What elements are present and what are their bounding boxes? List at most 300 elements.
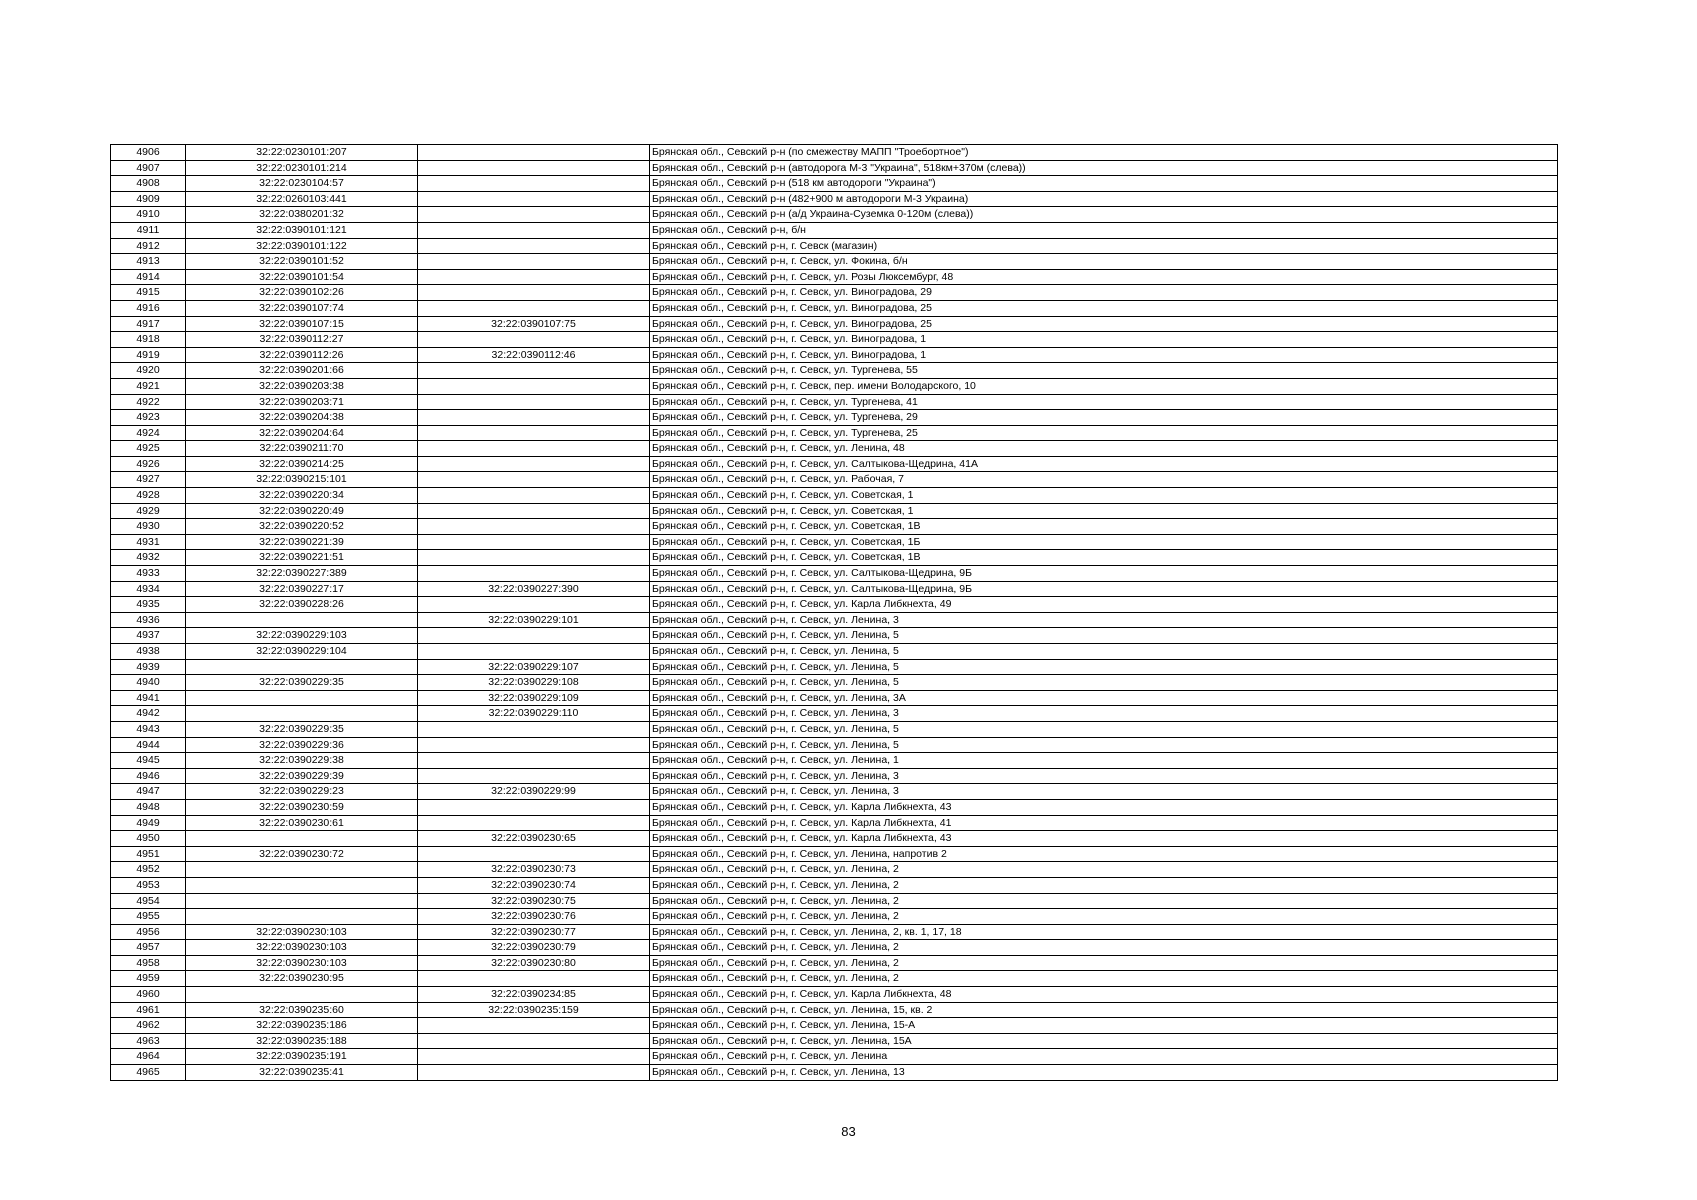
table-row [111,1065,1558,1081]
cadastral-number-cell [186,893,418,909]
table-row [111,378,1558,394]
cadastral-number-cell: 32:22:0390229:104 [186,644,418,660]
related-cadastral-number-cell: 32:22:0390229:110 [418,706,650,722]
table-row [111,269,1558,285]
cadastral-number-cell: 32:22:0390204:38 [186,410,418,426]
address-cell: Брянская обл., Севский р-н, г. Севск, ул. Ленина, 5 [650,644,1558,660]
table-row [111,955,1558,971]
address-cell: Брянская обл., Севский р-н, г. Севск, ул. Карла Либкнехта, 43 [650,799,1558,815]
table-row [111,846,1558,862]
row-number-cell: 4926 [111,456,186,472]
address-cell: Брянская обл., Севский р-н, б/н [650,222,1558,238]
table-row [111,784,1558,800]
row-number-cell: 4936 [111,612,186,628]
table-row [111,597,1558,613]
cadastral-number-cell: 32:22:0390220:49 [186,503,418,519]
row-number-cell: 4909 [111,191,186,207]
related-cadastral-number-cell [418,1033,650,1049]
table-row [111,503,1558,519]
row-number-cell: 4935 [111,597,186,613]
related-cadastral-number-cell: 32:22:0390230:65 [418,831,650,847]
table-row [111,145,1558,161]
table-row [111,160,1558,176]
cadastral-number-cell: 32:22:0390215:101 [186,472,418,488]
related-cadastral-number-cell: 32:22:0390230:76 [418,909,650,925]
table-row [111,488,1558,504]
table-row [111,581,1558,597]
row-number-cell: 4924 [111,425,186,441]
related-cadastral-number-cell [418,410,650,426]
address-cell: Брянская обл., Севский р-н, г. Севск, ул. Ленина, 5 [650,737,1558,753]
related-cadastral-number-cell [418,285,650,301]
related-cadastral-number-cell [418,628,650,644]
cadastral-number-cell [186,987,418,1003]
table-row [111,222,1558,238]
address-cell: Брянская обл., Севский р-н, г. Севск, ул. Виноградова, 25 [650,300,1558,316]
related-cadastral-number-cell: 32:22:0390230:74 [418,877,650,893]
address-cell: Брянская обл., Севский р-н (а/д Украина-Суземка 0-120м (слева)) [650,207,1558,223]
cadastral-number-cell [186,909,418,925]
address-cell: Брянская обл., Севский р-н, г. Севск, ул. Салтыкова-Щедрина, 9Б [650,581,1558,597]
table-row [111,394,1558,410]
address-cell: Брянская обл., Севский р-н, г. Севск, ул. Ленина, 2 [650,893,1558,909]
table-row [111,207,1558,223]
cadastral-number-cell: 32:22:0380201:32 [186,207,418,223]
address-cell: Брянская обл., Севский р-н, г. Севск, ул. Виноградова, 1 [650,332,1558,348]
related-cadastral-number-cell: 32:22:0390229:107 [418,659,650,675]
address-cell: Брянская обл., Севский р-н, г. Севск, ул. Ленина, 5 [650,659,1558,675]
related-cadastral-number-cell [418,597,650,613]
address-cell: Брянская обл., Севский р-н, г. Севск, ул. Ленина, 15, кв. 2 [650,1002,1558,1018]
address-cell: Брянская обл., Севский р-н, г. Севск, ул. Виноградова, 29 [650,285,1558,301]
row-number-cell: 4954 [111,893,186,909]
address-cell: Брянская обл., Севский р-н, г. Севск, ул. Советская, 1В [650,550,1558,566]
row-number-cell: 4965 [111,1065,186,1081]
cadastral-number-cell [186,862,418,878]
row-number-cell: 4937 [111,628,186,644]
row-number-cell: 4950 [111,831,186,847]
cadastral-number-cell: 32:22:0230104:57 [186,176,418,192]
cadastral-number-cell: 32:22:0390220:34 [186,488,418,504]
row-number-cell: 4928 [111,488,186,504]
table-row [111,534,1558,550]
row-number-cell: 4918 [111,332,186,348]
cadastral-number-cell: 32:22:0390230:59 [186,799,418,815]
address-cell: Брянская обл., Севский р-н, г. Севск, ул. Ленина, 3А [650,690,1558,706]
address-cell: Брянская обл., Севский р-н, г. Севск, ул. Тургенева, 29 [650,410,1558,426]
table-row [111,238,1558,254]
cadastral-number-cell: 32:22:0390230:95 [186,971,418,987]
cadastral-number-cell: 32:22:0390107:15 [186,316,418,332]
cadastral-number-cell: 32:22:0390214:25 [186,456,418,472]
row-number-cell: 4906 [111,145,186,161]
table-row [111,1033,1558,1049]
cadastral-number-cell: 32:22:0390211:70 [186,441,418,457]
address-cell: Брянская обл., Севский р-н, г. Севск, ул. Советская, 1 [650,503,1558,519]
table-row [111,191,1558,207]
cadastral-number-cell: 32:22:0390230:61 [186,815,418,831]
related-cadastral-number-cell [418,721,650,737]
row-number-cell: 4963 [111,1033,186,1049]
related-cadastral-number-cell [418,1065,650,1081]
row-number-cell: 4952 [111,862,186,878]
related-cadastral-number-cell [418,503,650,519]
cadastral-number-cell: 32:22:0390201:66 [186,363,418,379]
row-number-cell: 4955 [111,909,186,925]
address-cell: Брянская обл., Севский р-н, г. Севск, ул. Ленина, 2 [650,971,1558,987]
row-number-cell: 4951 [111,846,186,862]
address-cell: Брянская обл., Севский р-н, г. Севск, ул. Советская, 1В [650,519,1558,535]
table-row [111,675,1558,691]
row-number-cell: 4941 [111,690,186,706]
row-number-cell: 4915 [111,285,186,301]
row-number-cell: 4959 [111,971,186,987]
related-cadastral-number-cell [418,753,650,769]
table-row [111,566,1558,582]
related-cadastral-number-cell: 32:22:0390230:77 [418,924,650,940]
row-number-cell: 4938 [111,644,186,660]
cadastral-number-cell: 32:22:0390235:186 [186,1018,418,1034]
address-cell: Брянская обл., Севский р-н (518 км автодороги "Украина") [650,176,1558,192]
address-cell: Брянская обл., Севский р-н, г. Севск, ул. Ленина, напротив 2 [650,846,1558,862]
address-cell: Брянская обл., Севский р-н (автодорога М-3 "Украина", 518км+370м (слева)) [650,160,1558,176]
related-cadastral-number-cell [418,472,650,488]
row-number-cell: 4960 [111,987,186,1003]
cadastral-number-cell: 32:22:0390107:74 [186,300,418,316]
address-cell: Брянская обл., Севский р-н, г. Севск, ул. Карла Либкнехта, 49 [650,597,1558,613]
table-row [111,971,1558,987]
address-cell: Брянская обл., Севский р-н, г. Севск, ул. Ленина, 3 [650,784,1558,800]
related-cadastral-number-cell: 32:22:0390230:75 [418,893,650,909]
row-number-cell: 4911 [111,222,186,238]
table-row [111,612,1558,628]
address-cell: Брянская обл., Севский р-н, г. Севск, ул. Ленина [650,1049,1558,1065]
table-row [111,285,1558,301]
cadastral-number-cell: 32:22:0390204:64 [186,425,418,441]
table-row [111,550,1558,566]
related-cadastral-number-cell [418,1049,650,1065]
related-cadastral-number-cell: 32:22:0390227:390 [418,581,650,597]
address-cell: Брянская обл., Севский р-н, г. Севск, ул. Ленина, 5 [650,721,1558,737]
related-cadastral-number-cell [418,846,650,862]
address-cell: Брянская обл., Севский р-н (по смежеству МАПП "Троебортное") [650,145,1558,161]
cadastral-number-cell [186,831,418,847]
row-number-cell: 4961 [111,1002,186,1018]
table-row [111,300,1558,316]
related-cadastral-number-cell: 32:22:0390107:75 [418,316,650,332]
table-row [111,628,1558,644]
row-number-cell: 4957 [111,940,186,956]
cadastral-number-cell: 32:22:0390101:52 [186,254,418,270]
table-row [111,799,1558,815]
table-row [111,831,1558,847]
address-cell: Брянская обл., Севский р-н, г. Севск, ул. Карла Либкнехта, 43 [650,831,1558,847]
row-number-cell: 4947 [111,784,186,800]
cadastral-number-cell: 32:22:0390203:38 [186,378,418,394]
row-number-cell: 4912 [111,238,186,254]
row-number-cell: 4933 [111,566,186,582]
related-cadastral-number-cell: 32:22:0390230:79 [418,940,650,956]
table-row [111,940,1558,956]
cadastral-number-cell: 32:22:0390229:38 [186,753,418,769]
cadastral-number-cell: 32:22:0390230:103 [186,940,418,956]
page-number: 83 [841,1124,856,1139]
cadastral-number-cell [186,706,418,722]
address-cell: Брянская обл., Севский р-н, г. Севск, ул. Ленина, 2 [650,955,1558,971]
address-cell: Брянская обл., Севский р-н, г. Севск, ул. Советская, 1Б [650,534,1558,550]
row-number-cell: 4907 [111,160,186,176]
related-cadastral-number-cell [418,363,650,379]
related-cadastral-number-cell [418,488,650,504]
table-row [111,706,1558,722]
row-number-cell: 4942 [111,706,186,722]
row-number-cell: 4910 [111,207,186,223]
cadastral-number-cell: 32:22:0390221:51 [186,550,418,566]
row-number-cell: 4943 [111,721,186,737]
cadastral-number-cell [186,612,418,628]
related-cadastral-number-cell: 32:22:0390229:101 [418,612,650,628]
address-cell: Брянская обл., Севский р-н, г. Севск, ул. Тургенева, 55 [650,363,1558,379]
related-cadastral-number-cell [418,815,650,831]
row-number-cell: 4949 [111,815,186,831]
related-cadastral-number-cell [418,238,650,254]
related-cadastral-number-cell [418,332,650,348]
cadastral-number-cell: 32:22:0390235:60 [186,1002,418,1018]
row-number-cell: 4921 [111,378,186,394]
related-cadastral-number-cell [418,191,650,207]
row-number-cell: 4914 [111,269,186,285]
table-row [111,176,1558,192]
table-row [111,753,1558,769]
related-cadastral-number-cell [418,441,650,457]
cadastral-number-cell: 32:22:0390229:35 [186,721,418,737]
address-cell: Брянская обл., Севский р-н, г. Севск, ул. Салтыкова-Щедрина, 41А [650,456,1558,472]
row-number-cell: 4913 [111,254,186,270]
cadastral-number-cell: 32:22:0390230:72 [186,846,418,862]
cadastral-number-cell: 32:22:0390229:36 [186,737,418,753]
row-number-cell: 4939 [111,659,186,675]
address-cell: Брянская обл., Севский р-н, г. Севск, ул. Фокина, б/н [650,254,1558,270]
cadastral-number-cell: 32:22:0390220:52 [186,519,418,535]
cadastral-number-cell [186,690,418,706]
related-cadastral-number-cell: 32:22:0390235:159 [418,1002,650,1018]
row-number-cell: 4922 [111,394,186,410]
table-row [111,909,1558,925]
row-number-cell: 4953 [111,877,186,893]
address-cell: Брянская обл., Севский р-н, г. Севск, ул. Ленина, 2 [650,940,1558,956]
address-cell: Брянская обл., Севский р-н, г. Севск, ул. Ленина, 15А [650,1033,1558,1049]
address-cell: Брянская обл., Севский р-н, г. Севск, ул. Ленина, 5 [650,628,1558,644]
cadastral-number-cell: 32:22:0390228:26 [186,597,418,613]
table-row [111,519,1558,535]
table-row [111,644,1558,660]
related-cadastral-number-cell [418,1018,650,1034]
related-cadastral-number-cell: 32:22:0390230:80 [418,955,650,971]
address-cell: Брянская обл., Севский р-н, г. Севск, ул. Ленина, 2 [650,909,1558,925]
table-row [111,316,1558,332]
row-number-cell: 4946 [111,768,186,784]
row-number-cell: 4931 [111,534,186,550]
related-cadastral-number-cell: 32:22:0390229:109 [418,690,650,706]
address-cell: Брянская обл., Севский р-н, г. Севск, ул. Ленина, 5 [650,675,1558,691]
related-cadastral-number-cell [418,425,650,441]
related-cadastral-number-cell: 32:22:0390229:108 [418,675,650,691]
cadastral-number-cell: 32:22:0390227:389 [186,566,418,582]
cadastral-number-cell [186,877,418,893]
table-row [111,737,1558,753]
related-cadastral-number-cell [418,534,650,550]
related-cadastral-number-cell [418,971,650,987]
row-number-cell: 4956 [111,924,186,940]
table-row [111,456,1558,472]
cadastral-number-cell: 32:22:0390102:26 [186,285,418,301]
row-number-cell: 4964 [111,1049,186,1065]
cadastral-number-cell: 32:22:0390235:188 [186,1033,418,1049]
table-row [111,877,1558,893]
row-number-cell: 4916 [111,300,186,316]
table-row [111,441,1558,457]
related-cadastral-number-cell: 32:22:0390229:99 [418,784,650,800]
address-cell: Брянская обл., Севский р-н, г. Севск, ул. Ленина, 2 [650,862,1558,878]
related-cadastral-number-cell: 32:22:0390234:85 [418,987,650,1003]
row-number-cell: 4930 [111,519,186,535]
related-cadastral-number-cell [418,799,650,815]
row-number-cell: 4948 [111,799,186,815]
related-cadastral-number-cell [418,394,650,410]
table-row [111,425,1558,441]
row-number-cell: 4923 [111,410,186,426]
table-row [111,924,1558,940]
address-cell: Брянская обл., Севский р-н, г. Севск, ул. Ленина, 48 [650,441,1558,457]
address-cell: Брянская обл., Севский р-н, г. Севск, ул. Виноградова, 1 [650,347,1558,363]
table-row [111,768,1558,784]
cadastral-number-cell: 32:22:0230101:214 [186,160,418,176]
address-cell: Брянская обл., Севский р-н, г. Севск, ул. Салтыкова-Щедрина, 9Б [650,566,1558,582]
table-row [111,410,1558,426]
related-cadastral-number-cell [418,519,650,535]
table-row [111,659,1558,675]
related-cadastral-number-cell [418,145,650,161]
cadastral-number-cell: 32:22:0390227:17 [186,581,418,597]
related-cadastral-number-cell [418,768,650,784]
address-cell: Брянская обл., Севский р-н, г. Севск, ул. Виноградова, 25 [650,316,1558,332]
cadastral-number-cell: 32:22:0390235:41 [186,1065,418,1081]
row-number-cell: 4929 [111,503,186,519]
address-cell: Брянская обл., Севский р-н (482+900 м автодороги М-3 Украина) [650,191,1558,207]
row-number-cell: 4940 [111,675,186,691]
related-cadastral-number-cell [418,644,650,660]
cadastral-number-cell: 32:22:0390203:71 [186,394,418,410]
cadastral-number-cell: 32:22:0390229:35 [186,675,418,691]
cadastral-number-cell [186,659,418,675]
row-number-cell: 4932 [111,550,186,566]
row-number-cell: 4927 [111,472,186,488]
address-cell: Брянская обл., Севский р-н, г. Севск, ул. Рабочая, 7 [650,472,1558,488]
address-cell: Брянская обл., Севский р-н, г. Севск, ул. Ленина, 3 [650,706,1558,722]
cadastral-number-cell: 32:22:0390230:103 [186,924,418,940]
row-number-cell: 4920 [111,363,186,379]
address-cell: Брянская обл., Севский р-н, г. Севск, ул. Ленина, 15-А [650,1018,1558,1034]
address-cell: Брянская обл., Севский р-н, г. Севск, пер. имени Володарского, 10 [650,378,1558,394]
cadastral-number-cell: 32:22:0390229:103 [186,628,418,644]
related-cadastral-number-cell: 32:22:0390230:73 [418,862,650,878]
cadastral-number-cell: 32:22:0390221:39 [186,534,418,550]
table-row [111,347,1558,363]
cadastral-number-cell: 32:22:0390229:23 [186,784,418,800]
table-body [111,145,1558,1081]
cadastral-number-cell: 32:22:0390112:26 [186,347,418,363]
address-cell: Брянская обл., Севский р-н, г. Севск, ул. Ленина, 3 [650,612,1558,628]
cadastral-number-cell: 32:22:0390229:39 [186,768,418,784]
related-cadastral-number-cell [418,207,650,223]
cadastral-number-cell: 32:22:0390230:103 [186,955,418,971]
table-row [111,363,1558,379]
related-cadastral-number-cell [418,222,650,238]
related-cadastral-number-cell [418,456,650,472]
related-cadastral-number-cell [418,550,650,566]
table-row [111,690,1558,706]
table-row [111,1002,1558,1018]
row-number-cell: 4925 [111,441,186,457]
related-cadastral-number-cell [418,176,650,192]
table-row [111,987,1558,1003]
row-number-cell: 4919 [111,347,186,363]
address-cell: Брянская обл., Севский р-н, г. Севск, ул. Ленина, 1 [650,753,1558,769]
row-number-cell: 4958 [111,955,186,971]
table-row [111,721,1558,737]
address-cell: Брянская обл., Севский р-н, г. Севск, ул. Ленина, 13 [650,1065,1558,1081]
address-cell: Брянская обл., Севский р-н, г. Севск, ул. Ленина, 3 [650,768,1558,784]
table-row [111,893,1558,909]
cadastral-number-cell: 32:22:0390101:122 [186,238,418,254]
cadastral-number-cell: 32:22:0390101:121 [186,222,418,238]
cadastral-number-cell: 32:22:0390112:27 [186,332,418,348]
related-cadastral-number-cell [418,378,650,394]
address-cell: Брянская обл., Севский р-н, г. Севск, ул. Карла Либкнехта, 48 [650,987,1558,1003]
table-row [111,1018,1558,1034]
cadastral-number-cell: 32:22:0230101:207 [186,145,418,161]
address-cell: Брянская обл., Севский р-н, г. Севск, ул. Ленина, 2, кв. 1, 17, 18 [650,924,1558,940]
cadastral-number-cell: 32:22:0390101:54 [186,269,418,285]
table-row [111,472,1558,488]
table-row [111,862,1558,878]
table-row [111,815,1558,831]
row-number-cell: 4945 [111,753,186,769]
address-cell: Брянская обл., Севский р-н, г. Севск, ул. Розы Люксембург, 48 [650,269,1558,285]
address-cell: Брянская обл., Севский р-н, г. Севск, ул. Ленина, 2 [650,877,1558,893]
row-number-cell: 4917 [111,316,186,332]
related-cadastral-number-cell [418,160,650,176]
table-row [111,332,1558,348]
table-row [111,1049,1558,1065]
address-cell: Брянская обл., Севский р-н, г. Севск, ул. Советская, 1 [650,488,1558,504]
related-cadastral-number-cell [418,269,650,285]
related-cadastral-number-cell [418,254,650,270]
row-number-cell: 4934 [111,581,186,597]
address-cell: Брянская обл., Севский р-н, г. Севск, ул. Тургенева, 41 [650,394,1558,410]
address-cell: Брянская обл., Севский р-н, г. Севск (магазин) [650,238,1558,254]
row-number-cell: 4908 [111,176,186,192]
cadastral-number-cell: 32:22:0260103:441 [186,191,418,207]
row-number-cell: 4944 [111,737,186,753]
related-cadastral-number-cell: 32:22:0390112:46 [418,347,650,363]
row-number-cell: 4962 [111,1018,186,1034]
table-row [111,254,1558,270]
related-cadastral-number-cell [418,300,650,316]
cadastral-number-cell: 32:22:0390235:191 [186,1049,418,1065]
address-cell: Брянская обл., Севский р-н, г. Севск, ул. Тургенева, 25 [650,425,1558,441]
address-cell: Брянская обл., Севский р-н, г. Севск, ул. Карла Либкнехта, 41 [650,815,1558,831]
